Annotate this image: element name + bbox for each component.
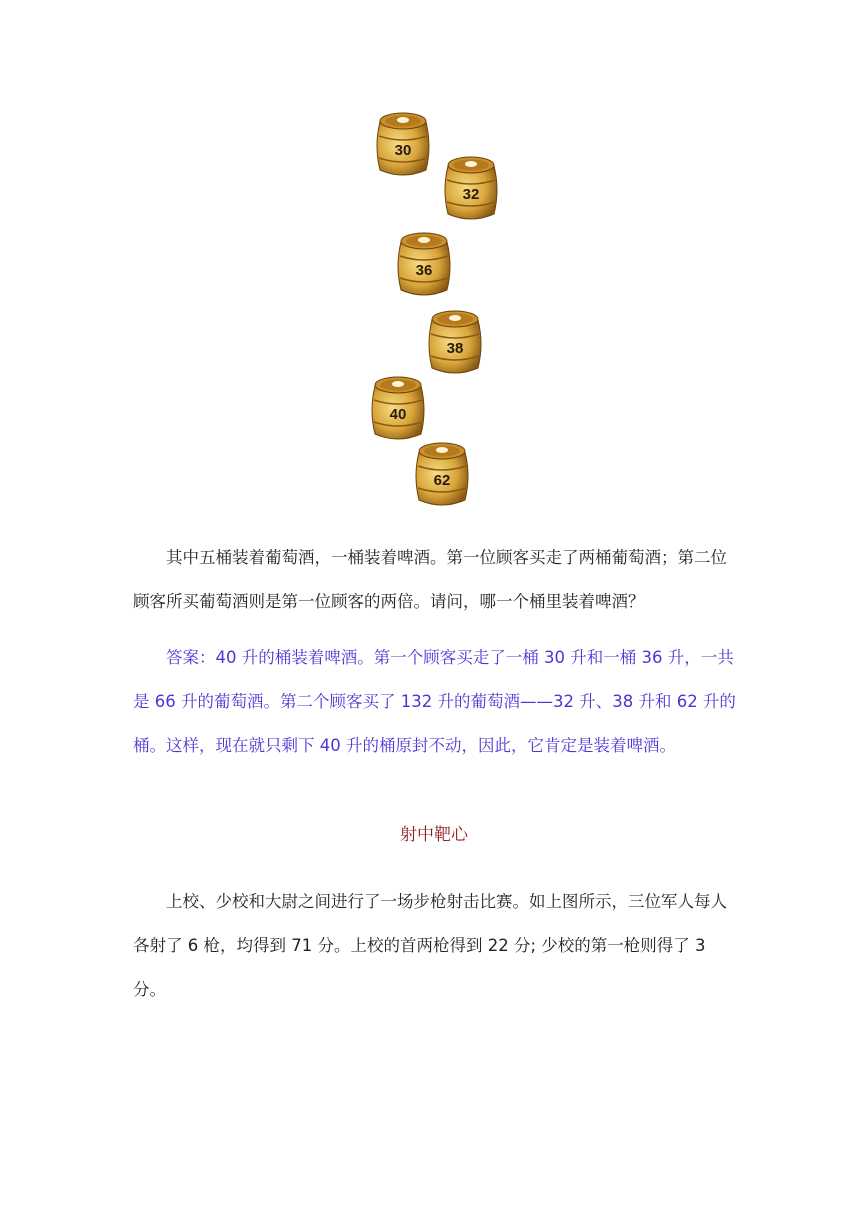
barrel-label: 30 — [394, 142, 412, 159]
barrel-30 — [374, 108, 432, 180]
barrel-label: 36 — [415, 262, 433, 279]
barrel-label: 38 — [446, 340, 464, 357]
barrel-32 — [442, 152, 500, 224]
barrel-label: 62 — [433, 472, 451, 489]
puzzle-paragraph: 其中五桶装着葡萄酒，一桶装着啤酒。第一位顾客买走了两桶葡萄酒；第二位顾客所买葡萄酒则是第一位顾客的两倍。请问，哪一个桶里装着啤酒？ — [133, 548, 727, 611]
answer-paragraph: 答案：40 升的桶装着啤酒。第一个顾客买走了一桶 30 升和一桶 36 升，一共是 66 升的葡萄酒。第二个顾客买了 132 升的葡萄酒——32 升、38 升和 62 升的桶。这样，现在就只剩下 40 升的桶原封不动，因此，它肯定是装着啤酒。 — [133, 648, 736, 755]
shooting-paragraph: 上校、少校和大尉之间进行了一场步枪射击比赛。如上图所示，三位军人每人各射了 6 枪，均得到 71 分。上校的首两枪得到 22 分; 少校的第一枪则得了 3 分。 — [133, 892, 727, 999]
barrel-label: 32 — [462, 186, 480, 203]
barrel-62 — [413, 438, 471, 510]
barrel-36 — [395, 228, 453, 300]
barrel-40 — [369, 372, 427, 444]
barrel-illustration — [360, 100, 510, 520]
barrel-38 — [426, 306, 484, 378]
barrel-label: 40 — [389, 406, 407, 423]
section-title: 射中靶心 — [400, 825, 468, 845]
